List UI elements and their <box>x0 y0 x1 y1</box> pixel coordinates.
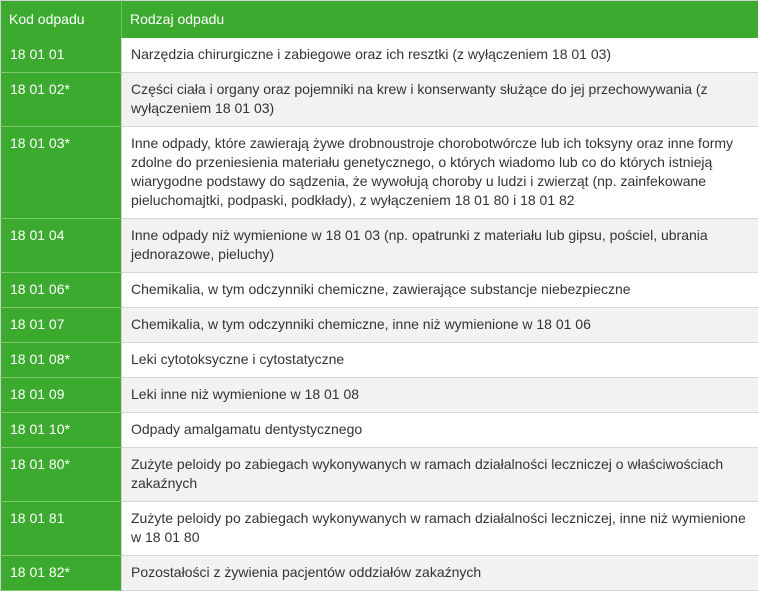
waste-description-cell: Pozostałości z żywienia pacjentów oddziałów zakaźnych <box>122 555 758 590</box>
table-row <box>1 126 758 218</box>
waste-code-cell: 18 01 07 <box>1 307 122 342</box>
table-row <box>1 272 758 307</box>
table-row <box>1 218 758 272</box>
waste-description-cell: Leki cytotoksyczne i cytostatyczne <box>122 342 758 377</box>
waste-code-cell: 18 01 06* <box>1 272 122 307</box>
waste-code-cell: 18 01 08* <box>1 342 122 377</box>
table-header-row <box>1 1 758 38</box>
waste-description-cell: Leki inne niż wymienione w 18 01 08 <box>122 377 758 412</box>
waste-code-cell: 18 01 80* <box>1 447 122 501</box>
waste-description-cell: Odpady amalgamatu dentystycznego <box>122 412 758 447</box>
waste-description-cell: Chemikalia, w tym odczynniki chemiczne, inne niż wymienione w 18 01 06 <box>122 307 758 342</box>
header-waste-code: Kod odpadu <box>1 1 122 38</box>
table-row <box>1 412 758 447</box>
table-row <box>1 555 758 590</box>
waste-description-cell: Zużyte peloidy po zabiegach wykonywanych w ramach działalności leczniczej, inne niż wymienione w 18 01 80 <box>122 501 758 555</box>
waste-description-cell: Części ciała i organy oraz pojemniki na krew i konserwanty służące do jej przechowywania (z wyłączeniem 18 01 03) <box>122 72 758 126</box>
waste-code-cell: 18 01 04 <box>1 218 122 272</box>
waste-description-cell: Chemikalia, w tym odczynniki chemiczne, zawierające substancje niebezpieczne <box>122 272 758 307</box>
table-row <box>1 377 758 412</box>
waste-description-cell: Inne odpady niż wymienione w 18 01 03 (np. opatrunki z materiału lub gipsu, pościel, ubrania jednorazowe, pieluchy) <box>122 218 758 272</box>
waste-code-cell: 18 01 01 <box>1 38 122 73</box>
waste-code-cell: 18 01 02* <box>1 72 122 126</box>
waste-code-cell: 18 01 82* <box>1 555 122 590</box>
table-body <box>1 38 758 591</box>
table-row <box>1 72 758 126</box>
header-waste-type: Rodzaj odpadu <box>122 1 758 38</box>
waste-code-cell: 18 01 10* <box>1 412 122 447</box>
waste-description-cell: Narzędzia chirurgiczne i zabiegowe oraz ich resztki (z wyłączeniem 18 01 03) <box>122 38 758 73</box>
table-row <box>1 342 758 377</box>
table-row <box>1 38 758 73</box>
table-row <box>1 501 758 555</box>
waste-code-cell: 18 01 81 <box>1 501 122 555</box>
table-row <box>1 447 758 501</box>
waste-description-cell: Zużyte peloidy po zabiegach wykonywanych w ramach działalności leczniczej o właściwościach zakaźnych <box>122 447 758 501</box>
waste-code-cell: 18 01 03* <box>1 126 122 218</box>
waste-code-cell: 18 01 09 <box>1 377 122 412</box>
waste-description-cell: Inne odpady, które zawierają żywe drobnoustroje chorobotwórcze lub ich toksyny oraz inne formy zdolne do przeniesienia materiału genetycznego, o których wiadomo lub co do których istnieją wiarygodne podstawy do sądzenia, że wywołują choroby u ludzi i zwierząt (np. zainfekowane pieluchomajtki, podpaski, podkłady), z wyłączeniem 18 01 80 i 18 01 82 <box>122 126 758 218</box>
table-row <box>1 307 758 342</box>
